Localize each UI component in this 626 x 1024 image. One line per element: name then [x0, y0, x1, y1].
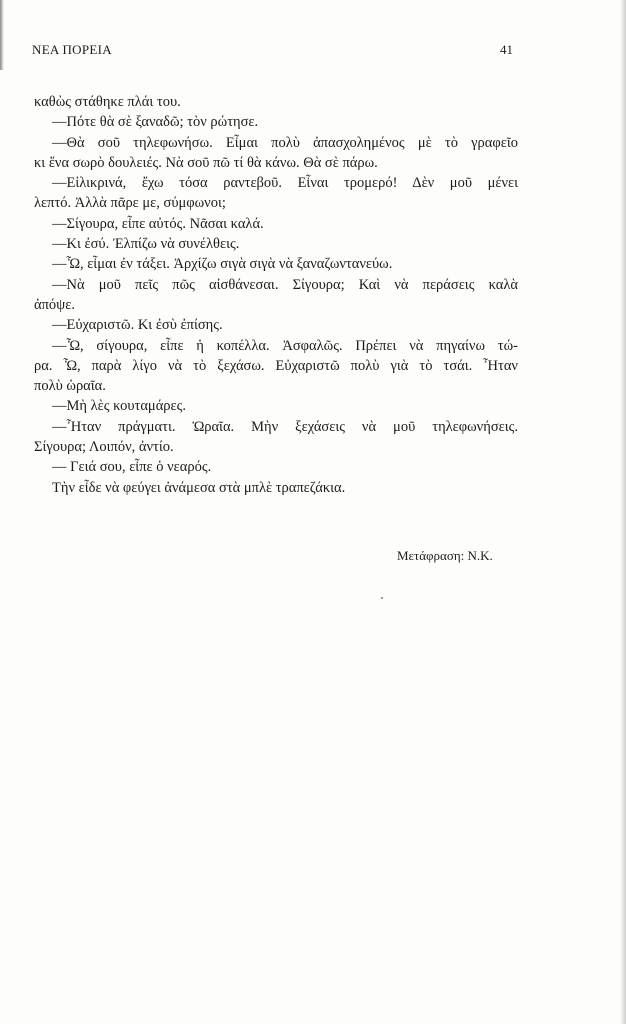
text-line: —Πότε θὰ σὲ ξαναδῶ; τὸν ρώτησε.	[52, 114, 259, 131]
page-number: 41	[500, 42, 513, 57]
text-line: — Γειά σου, εἶπε ὁ νεαρός.	[52, 459, 212, 476]
text-line: —Ἦταν πράγματι. Ὡραῖα. Μὴν ξεχάσεις νὰ μοῦ τηλεφωνήσεις.	[52, 418, 518, 435]
text-line: κι ἕνα σωρὸ δουλειές. Νὰ σοῦ πῶ τί θὰ κάνω. Θὰ σὲ πάρω.	[34, 154, 378, 171]
page-edge-shadow	[0, 0, 4, 70]
page-gutter-shadow	[620, 0, 626, 1024]
text-line: καθὼς στάθηκε πλάι του.	[34, 94, 181, 110]
text-line: —Εὐχαριστῶ. Κι ἐσὺ ἐπίσης.	[52, 317, 223, 334]
body-text	[34, 92, 518, 498]
text-line: Σίγουρα; Λοιπόν, ἀντίο.	[34, 439, 174, 456]
text-line: —Ὦ, εἶμαι ἐν τάξει. Ἀρχίζω σιγὰ σιγὰ νὰ ξαναζωντανεύω.	[52, 256, 393, 273]
text-line: Τὴν εἶδε νὰ φεύγει ἀνάμεσα στὰ μπλὲ τραπεζάκια.	[52, 479, 346, 496]
running-head: ΝΕΑ ΠΟΡΕΙΑ	[32, 42, 112, 57]
text-line: —Εἰλικρινά, ἔχω τόσα ραντεβοῦ. Εἶναι τρομερό! Δὲν μοῦ μένει	[52, 175, 518, 192]
translation-credit: Μετάφραση: Ν.Κ.	[397, 548, 493, 563]
text-line: —Θὰ σοῦ τηλεφωνήσω. Εἶμαι πολὺ ἀπασχολημένος μὲ τὸ γραφεῖο	[52, 134, 518, 151]
text-line: —Σίγουρα, εἶπε αὐτός. Νᾶσαι καλά.	[52, 215, 264, 232]
text-line: —Νὰ μοῦ πεῖς πῶς αἰσθάνεσαι. Σίγουρα; Καὶ νὰ περάσεις καλὰ	[52, 276, 518, 293]
text-line: —Μὴ λὲς κουταμάρες.	[52, 398, 186, 415]
text-line: λεπτό. Ἀλλὰ πᾶρε με, σύμφωνοι;	[34, 195, 226, 212]
text-line: ἀπόψε.	[34, 296, 75, 313]
print-speck	[381, 597, 383, 599]
text-line: πολὺ ὡραῖα.	[34, 378, 106, 395]
text-line: —Κι ἐσύ. Ἐλπίζω νὰ συνέλθεις.	[52, 236, 240, 253]
text-line: —Ὦ, σίγουρα, εἶπε ἡ κοπέλλα. Ἀσφαλῶς. Πρέπει νὰ πηγαίνω τώ-	[52, 337, 518, 354]
text-line: ρα. Ὦ, παρὰ λίγο νὰ τὸ ξεχάσω. Εὐχαριστῶ πολὺ γιὰ τὸ τσάι. Ἦταν	[34, 357, 518, 374]
